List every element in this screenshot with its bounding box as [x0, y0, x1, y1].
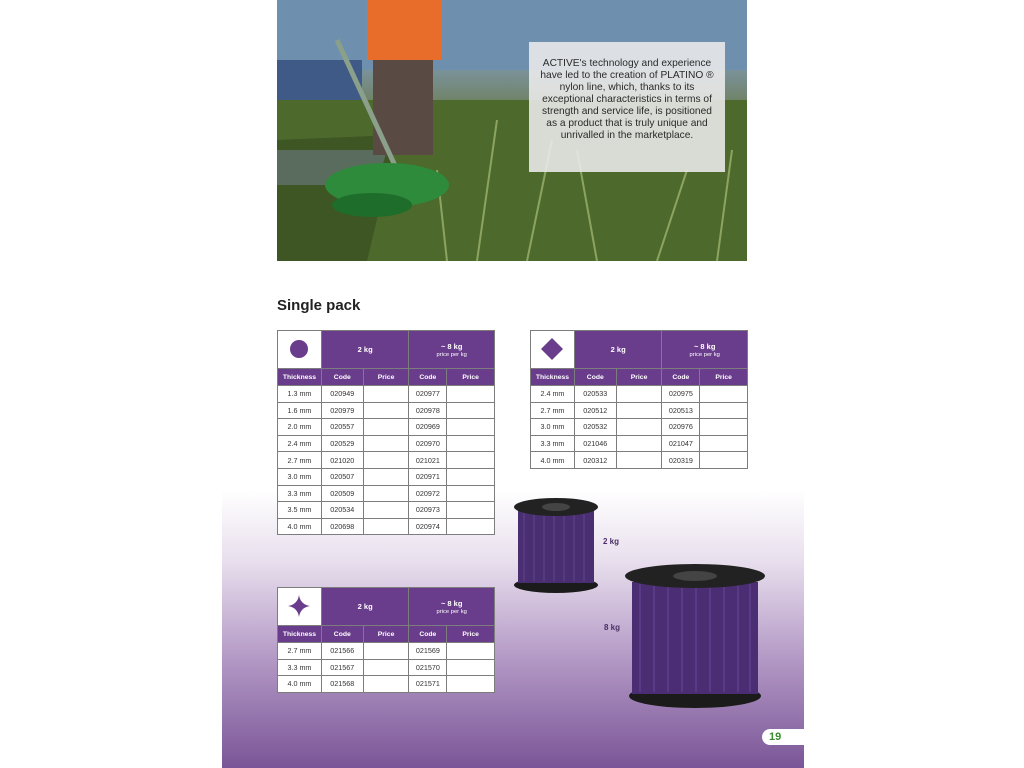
shape-cell: [278, 588, 322, 626]
table-row: [278, 659, 495, 676]
price-2kg-cell: [363, 676, 409, 693]
table-row: [278, 485, 495, 502]
code-2kg-cell: 020557: [321, 419, 363, 436]
price-2kg-cell: [616, 386, 662, 403]
hero-caption: ACTIVE's technology and experience have led to the creation of PLATINO ® nylon line, which, thanks to its exceptional characteristics in terms of strength and service life, is positioned as a product that is truly unique and unrivalled in the marketplace.: [529, 42, 725, 172]
code-2kg-cell: 020529: [321, 435, 363, 452]
table-row: [531, 452, 748, 469]
price-2kg-cell: [616, 402, 662, 419]
price-2kg-cell: [363, 659, 409, 676]
thickness-cell: 2.7 mm: [278, 643, 322, 660]
catalog-page: [222, 0, 804, 768]
code-8kg-cell: 020972: [409, 485, 447, 502]
col-code-2kg: Code: [321, 626, 363, 643]
small-spool-image: [510, 495, 602, 595]
weight-2kg-header: 2 kg: [321, 588, 409, 626]
table-row: [278, 386, 495, 403]
price-2kg-cell: [363, 452, 409, 469]
thickness-cell: 3.5 mm: [278, 502, 322, 519]
shape-cell: [278, 331, 322, 369]
price-8kg-cell: [447, 452, 495, 469]
large-spool-image: [622, 562, 768, 710]
table-row: [278, 643, 495, 660]
code-2kg-cell: 020534: [321, 502, 363, 519]
hero-photo: [277, 0, 747, 261]
code-2kg-cell: 021567: [321, 659, 363, 676]
code-2kg-cell: 020532: [574, 419, 616, 436]
table-row: [278, 502, 495, 519]
col-thickness: Thickness: [278, 626, 322, 643]
price-2kg-cell: [616, 452, 662, 469]
table-row: [531, 435, 748, 452]
price-8kg-cell: [700, 386, 748, 403]
thickness-cell: 2.0 mm: [278, 419, 322, 436]
weight-8kg-header: [662, 331, 748, 369]
price-2kg-cell: [363, 518, 409, 535]
weight-8kg-label: ~ 8 kg: [693, 341, 716, 351]
code-8kg-cell: 020977: [409, 386, 447, 403]
price-8kg-cell: [447, 518, 495, 535]
code-2kg-cell: 020507: [321, 468, 363, 485]
diamond-icon: [540, 337, 564, 361]
thickness-cell: 4.0 mm: [531, 452, 575, 469]
price-8kg-cell: [447, 468, 495, 485]
thickness-cell: 3.3 mm: [531, 435, 575, 452]
section-title: Single pack: [277, 297, 361, 314]
code-8kg-cell: 020976: [662, 419, 700, 436]
price-2kg-cell: [363, 502, 409, 519]
code-8kg-cell: 020978: [409, 402, 447, 419]
code-8kg-cell: 021570: [409, 659, 447, 676]
thickness-cell: 3.0 mm: [531, 419, 575, 436]
code-8kg-cell: 020970: [409, 435, 447, 452]
star-icon: [287, 594, 311, 618]
weight-2kg-header: 2 kg: [574, 331, 662, 369]
small-spool-label: 2 kg: [603, 537, 620, 546]
code-2kg-cell: 021046: [574, 435, 616, 452]
price-8kg-cell: [700, 419, 748, 436]
price-per-kg-note: price per kg: [436, 351, 467, 358]
circle-icon: [289, 339, 309, 359]
table-row: [278, 518, 495, 535]
table-row: [278, 435, 495, 452]
table-row: [278, 419, 495, 436]
thickness-cell: 3.3 mm: [278, 485, 322, 502]
code-2kg-cell: 020698: [321, 518, 363, 535]
thickness-cell: 2.4 mm: [531, 386, 575, 403]
weight-8kg-label: ~ 8 kg: [440, 341, 463, 351]
table-row: [531, 386, 748, 403]
price-8kg-cell: [447, 676, 495, 693]
price-2kg-cell: [616, 435, 662, 452]
table-row: [278, 676, 495, 693]
code-2kg-cell: 021566: [321, 643, 363, 660]
price-2kg-cell: [616, 419, 662, 436]
weight-8kg-header: [409, 331, 495, 369]
table-row: [531, 419, 748, 436]
code-2kg-cell: 020979: [321, 402, 363, 419]
code-8kg-cell: 021021: [409, 452, 447, 469]
shape-cell: [531, 331, 575, 369]
price-8kg-cell: [447, 485, 495, 502]
code-2kg-cell: 020512: [574, 402, 616, 419]
table-row: [278, 468, 495, 485]
weight-8kg-label: ~ 8 kg: [440, 598, 463, 608]
price-per-kg-note: price per kg: [436, 608, 467, 615]
price-8kg-cell: [447, 502, 495, 519]
price-8kg-cell: [447, 402, 495, 419]
code-8kg-cell: 020969: [409, 419, 447, 436]
col-thickness: Thickness: [531, 369, 575, 386]
code-8kg-cell: 020973: [409, 502, 447, 519]
col-price-2kg: Price: [616, 369, 662, 386]
price-8kg-cell: [700, 402, 748, 419]
code-2kg-cell: 020509: [321, 485, 363, 502]
code-8kg-cell: 021569: [409, 643, 447, 660]
price-8kg-cell: [447, 386, 495, 403]
price-2kg-cell: [363, 419, 409, 436]
code-2kg-cell: 020949: [321, 386, 363, 403]
price-8kg-cell: [447, 435, 495, 452]
col-code-2kg: Code: [321, 369, 363, 386]
page-number: 19: [762, 729, 804, 745]
code-2kg-cell: 020312: [574, 452, 616, 469]
thickness-cell: 1.3 mm: [278, 386, 322, 403]
col-price-8kg: Price: [700, 369, 748, 386]
code-2kg-cell: 021020: [321, 452, 363, 469]
thickness-cell: 3.0 mm: [278, 468, 322, 485]
round-line-table: [277, 330, 495, 535]
col-price-8kg: Price: [447, 626, 495, 643]
col-code-8kg: Code: [409, 369, 447, 386]
price-per-kg-note: price per kg: [689, 351, 720, 358]
price-2kg-cell: [363, 485, 409, 502]
price-2kg-cell: [363, 643, 409, 660]
price-8kg-cell: [700, 435, 748, 452]
price-2kg-cell: [363, 468, 409, 485]
code-8kg-cell: 020971: [409, 468, 447, 485]
col-code-2kg: Code: [574, 369, 616, 386]
square-line-table: [530, 330, 748, 469]
table-row: [278, 452, 495, 469]
thickness-cell: 2.7 mm: [531, 402, 575, 419]
star-line-table: [277, 587, 495, 693]
code-8kg-cell: 020319: [662, 452, 700, 469]
code-8kg-cell: 020974: [409, 518, 447, 535]
thickness-cell: 3.3 mm: [278, 659, 322, 676]
col-price-2kg: Price: [363, 626, 409, 643]
col-price-8kg: Price: [447, 369, 495, 386]
price-8kg-cell: [447, 643, 495, 660]
table-row: [531, 402, 748, 419]
thickness-cell: 2.7 mm: [278, 452, 322, 469]
code-8kg-cell: 021047: [662, 435, 700, 452]
col-code-8kg: Code: [409, 626, 447, 643]
thickness-cell: 4.0 mm: [278, 518, 322, 535]
col-code-8kg: Code: [662, 369, 700, 386]
code-8kg-cell: 020513: [662, 402, 700, 419]
price-8kg-cell: [700, 452, 748, 469]
code-8kg-cell: 021571: [409, 676, 447, 693]
weight-8kg-header: [409, 588, 495, 626]
price-2kg-cell: [363, 386, 409, 403]
price-2kg-cell: [363, 402, 409, 419]
thickness-cell: 2.4 mm: [278, 435, 322, 452]
col-price-2kg: Price: [363, 369, 409, 386]
thickness-cell: 4.0 mm: [278, 676, 322, 693]
code-8kg-cell: 020975: [662, 386, 700, 403]
col-thickness: Thickness: [278, 369, 322, 386]
price-8kg-cell: [447, 419, 495, 436]
code-2kg-cell: 021568: [321, 676, 363, 693]
large-spool-label: 8 kg: [604, 623, 621, 632]
weight-2kg-header: 2 kg: [321, 331, 409, 369]
price-8kg-cell: [447, 659, 495, 676]
table-row: [278, 402, 495, 419]
price-2kg-cell: [363, 435, 409, 452]
thickness-cell: 1.6 mm: [278, 402, 322, 419]
code-2kg-cell: 020533: [574, 386, 616, 403]
